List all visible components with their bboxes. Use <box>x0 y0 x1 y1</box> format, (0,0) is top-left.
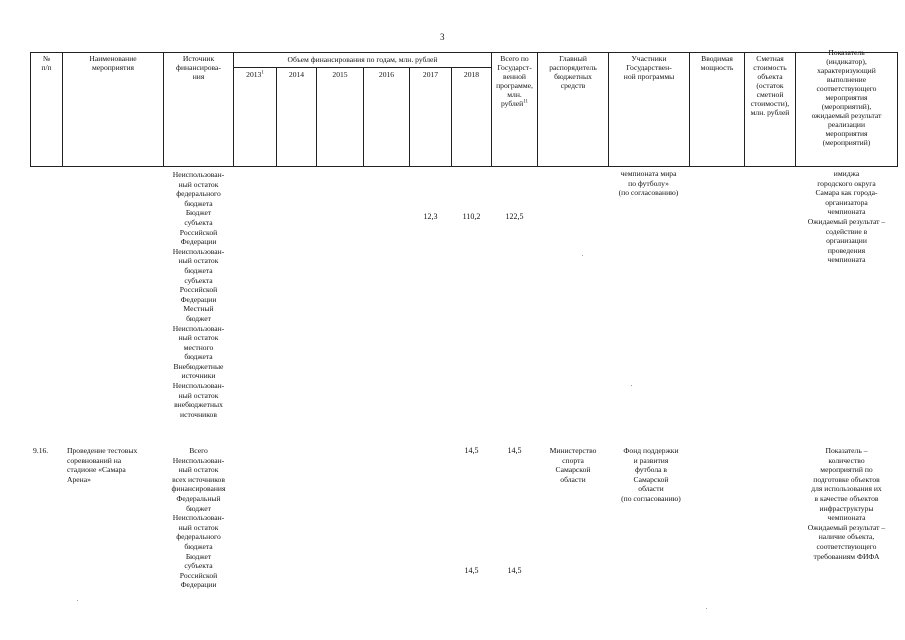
row-916-name: Проведение тестовых соревнований на стадионе «Самара Арена» <box>67 446 138 484</box>
continued-regional-total: 122,5 <box>505 212 524 221</box>
header-year-2016: 2016 <box>378 70 395 79</box>
row-916-manager: Министерство спорта Самарской области <box>549 446 597 484</box>
header-year-2018: 2018 <box>463 70 480 79</box>
row-916-num: 9.16. <box>33 446 49 455</box>
row-916-all-total: 14,5 <box>507 446 522 455</box>
continued-regional-2017: 12,3 <box>423 212 438 221</box>
header-source: Источник финансирова- ния <box>176 54 221 81</box>
row-916-regional-total: 14,5 <box>507 566 522 575</box>
header-year-2015: 2015 <box>332 70 348 79</box>
header-total: Всего по Государст- венной программе, млн. рублей$^{11}$ <box>496 54 533 108</box>
scan-speck <box>77 600 78 601</box>
continued-indicator: имиджа городского округа Самара как города- организатора чемпионата Ожидаемый результат – содействие в организации проведения чемпионата <box>807 169 886 265</box>
row-916-all-2018: 14,5 <box>464 446 479 455</box>
header-year-2013: 2013$^1$ <box>246 70 264 79</box>
row-916-indicator: Показатель – количество мероприятий по подготовке объектов для использования их в качестве объектов инфраструктуры чемпионата Ожидаемый результат – наличие объекта, соответствующего требованиям ФИФА <box>807 446 886 561</box>
scan-speck <box>582 255 583 256</box>
header-num: № п/п <box>41 54 52 72</box>
header-year-2017: 2017 <box>422 70 439 79</box>
header-indicator: Показатель (индикатор), характеризующий выполнение соответствующего мероприятия (мероприятий), ожидаемый результат реализации мероприятия (мероприятий) <box>811 48 882 147</box>
scan-speck <box>631 385 632 386</box>
header-cost: Сметная стоимость объекта (остаток сметной стоимости), млн. рублей <box>750 54 790 117</box>
header-measure-name: Наименование мероприятия <box>89 54 137 72</box>
continued-regional-2018: 110,2 <box>462 212 481 221</box>
scan-speck <box>706 608 707 609</box>
header-manager: Главный распорядитель бюджетных средств <box>549 54 597 90</box>
header-capacity: Вводимая мощность <box>700 54 734 72</box>
row-916-regional-2018: 14,5 <box>464 566 479 575</box>
continued-sources: Неиспользован- ный остаток федерального бюджета Бюджет субъекта Российской Федерации Неиспользован- ный остаток бюджета субъекта Российской Федерации Местный бюджет Неиспользован- ный остаток местного бюджета Внебюджетные источники Неиспользован- ный остаток внебюджетных источников <box>172 170 225 419</box>
row-916-sources: Всего Неиспользован- ный остаток всех источников финансирования Федеральный бюджет Неиспользован- ный остаток федерального бюджета Бюджет субъекта Российской Федерации <box>171 446 226 590</box>
row-916-participants: Фонд поддержки и развития футбола в Самарской области (по согласованию) <box>621 446 681 503</box>
page-number: 3 <box>440 32 445 42</box>
continued-participants: чемпионата мира по футболу» (по согласованию) <box>618 169 679 198</box>
header-volume-group: Объем финансирования по годам, млн. рублей <box>287 55 438 64</box>
header-participants: Участники Государствен- ной программы <box>623 54 675 81</box>
header-year-2014: 2014 <box>288 70 305 79</box>
